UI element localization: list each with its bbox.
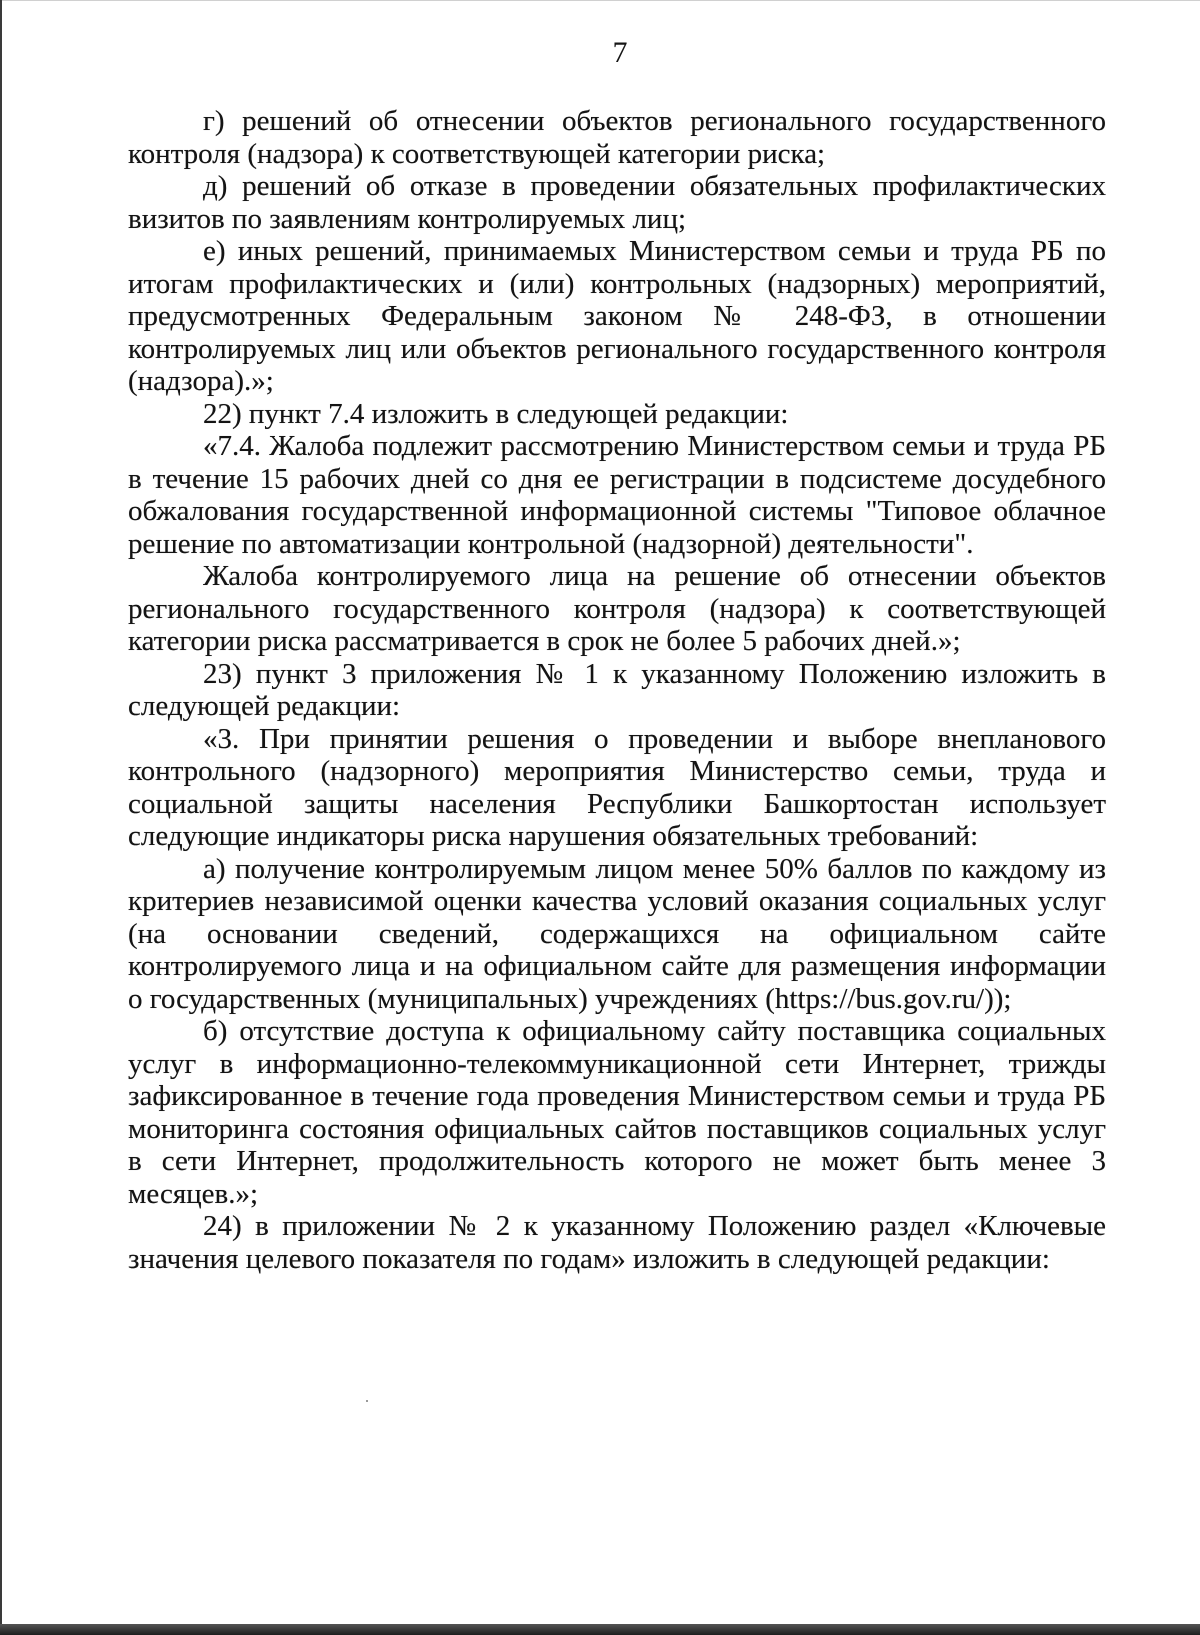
scan-bottom-edge	[0, 1624, 1200, 1635]
paragraph-point-3: «3. При принятии решения о проведении и выборе внепланового контрольного (надзорного) мероприятия Министерство семьи, труда и социальной защиты населения Республики Башкортостан использует следующие индикаторы риска нарушения обязательных требований:	[128, 722, 1106, 852]
paragraph-clause-22: 22) пункт 7.4 изложить в следующей редакции:	[203, 397, 789, 430]
paragraph-item-d: д) решений об отказе в проведении обязательных профилактических визитов по заявлениям контролируемых лиц;	[128, 170, 1106, 235]
paragraph-clause-24: 24) в приложении № 2 к указанному Положению раздел «Ключевые значения целевого показателя по годам» изложить в следующей редакции:	[128, 1210, 1106, 1275]
page-number: 7	[612, 36, 628, 69]
document-body	[128, 105, 1106, 1275]
paragraph-item-g: г) решений об отнесении объектов регионального государственного контроля (надзора) к соответствующей категории риска;	[128, 105, 1106, 170]
scan-top-edge	[0, 0, 1200, 1]
scan-left-edge	[0, 0, 2, 1635]
paragraph-indicator-a: а) получение контролируемым лицом менее 50% баллов по каждому из критериев независимой оценки качества условий оказания социальных услуг (на основании сведений, содержащихся на официальном сайте контролируемого лица и на официальном сайте для размещения информации о государственных (муниципальных) учреждениях (https://bus.gov.ru/));	[128, 852, 1106, 1015]
paragraph-indicator-b: б) отсутствие доступа к официальному сайту поставщика социальных услуг в информационно-телекоммуникационной сети Интернет, трижды зафиксированное в течение года проведения Министерством семьи и труда РБ мониторинга состояния официальных сайтов поставщиков социальных услуг в сети Интернет, продолжительность которого не может быть менее 3 месяцев.»;	[128, 1015, 1106, 1210]
paragraph-item-e: е) иных решений, принимаемых Министерством семьи и труда РБ по итогам профилактических и (или) контрольных (надзорных) мероприятий, предусмотренных Федеральным законом № 248-ФЗ, в отношении контролируемых лиц или объектов регионального государственного контроля (надзора).»;	[128, 235, 1106, 397]
paragraph-point-7-4: «7.4. Жалоба подлежит рассмотрению Министерством семьи и труда РБ в течение 15 рабочих дней со дня ее регистрации в подсистеме досудебного обжалования государственной информационной системы "Типовое облачное решение по автоматизации контрольной (надзорной) деятельности".	[128, 430, 1106, 560]
paragraph-complaint-term: Жалоба контролируемого лица на решение об отнесении объектов регионального государственного контроля (надзора) к соответствующей категории риска рассматривается в срок не более 5 рабочих дней.»;	[128, 560, 1106, 657]
scan-speck	[366, 1400, 368, 1402]
paragraph-clause-23: 23) пункт 3 приложения № 1 к указанному Положению изложить в следующей редакции:	[128, 657, 1106, 722]
